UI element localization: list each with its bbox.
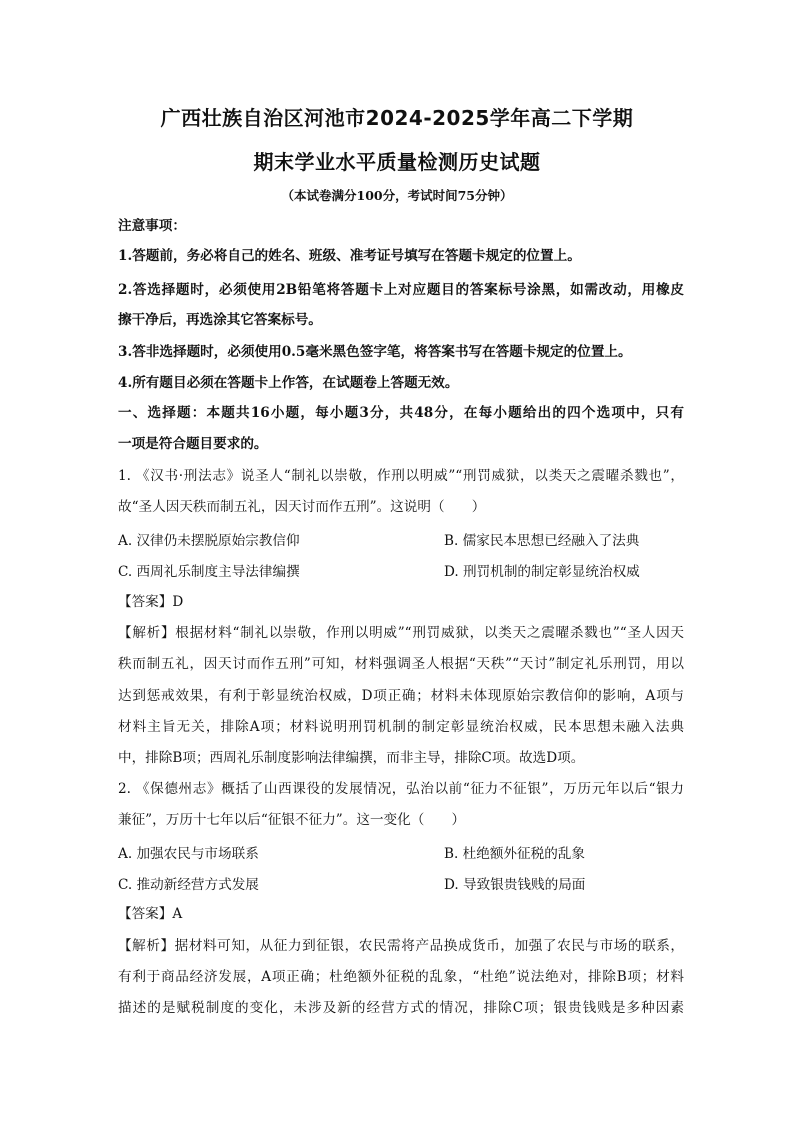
section-heading: 一、选择题：本题共16小题，每小题3分，共48分，在每小题给出的四个选项中，只有 bbox=[118, 405, 684, 421]
q1-analysis-line4: 材料主旨无关，排除A项；材料说明刑罚机制的制定彰显统治权威，民本思想未融入法典 bbox=[118, 719, 684, 735]
q1-option-b: B. 儒家民本思想已经融入了法典 bbox=[444, 533, 640, 549]
q1-stem-line1: 1. 《汉书·刑法志》说圣人“制礼以崇敬，作刑以明威”“刑罚威狱，以类天之震曜杀戮也”， bbox=[118, 468, 684, 484]
notice-heading: 注意事项： bbox=[118, 218, 186, 234]
notice-2: 2.答选择题时，必须使用2B铅笔将答题卡上对应题目的答案标号涂黑，如需改动，用橡皮 bbox=[118, 282, 684, 298]
q2-stem-line1: 2. 《保德州志》概括了山西课役的发展情况，弘治以前“征力不征银”，万历元年以后“银力 bbox=[118, 781, 684, 797]
notice-4: 4.所有题目必须在答题卡上作答，在试题卷上答题无效。 bbox=[118, 375, 459, 391]
exam-subtitle: （本试卷满分100分，考试时间75分钟） bbox=[281, 188, 513, 203]
exam-title-line1: 广西壮族自治区河池市2024-2025学年高二下学期 bbox=[160, 106, 634, 130]
q1-analysis-line5: 中，排除B项；西周礼乐制度影响法律编撰，而非主导，排除C项。故选D项。 bbox=[118, 750, 585, 766]
q2-analysis-line2: 有利于商品经济发展，A项正确；杜绝额外征税的乱象，“杜绝”说法绝对，排除B项；材料 bbox=[118, 969, 684, 985]
q2-analysis-line3: 描述的是赋税制度的变化，未涉及新的经营方式的情况，排除C项；银贵钱贱是多种因素 bbox=[118, 1000, 684, 1016]
q2-option-c: C. 推动新经营方式发展 bbox=[118, 877, 259, 893]
q1-analysis-line1: 【解析】根据材料“制礼以崇敬，作刑以明威”“刑罚威狱，以类天之震曜杀戮也”“圣人因天 bbox=[118, 625, 684, 641]
q1-option-d: D. 刑罚机制的制定彰显统治权威 bbox=[444, 564, 640, 580]
q1-option-a: A. 汉律仍未摆脱原始宗教信仰 bbox=[118, 533, 300, 549]
q1-stem-line2: 故“圣人因天秩而制五礼，因天讨而作五刑”。这说明（ ） bbox=[118, 499, 486, 515]
q2-option-a: A. 加强农民与市场联系 bbox=[118, 846, 259, 862]
q2-option-d: D. 导致银贵钱贱的局面 bbox=[444, 877, 586, 893]
q2-option-b: B. 杜绝额外征税的乱象 bbox=[444, 846, 585, 862]
q1-answer: 【答案】D bbox=[118, 594, 184, 610]
notice-1: 1.答题前，务必将自己的姓名、班级、准考证号填写在答题卡规定的位置上。 bbox=[118, 248, 581, 264]
notice-2-cont: 擦干净后，再选涂其它答案标号。 bbox=[118, 312, 322, 328]
q2-answer: 【答案】A bbox=[118, 906, 183, 922]
notice-3: 3.答非选择题时，必须使用0.5毫米黑色签字笔，将答案书写在答题卡规定的位置上。 bbox=[118, 344, 632, 360]
section-heading-cont: 一项是符合题目要求的。 bbox=[118, 436, 268, 452]
q1-option-c: C. 西周礼乐制度主导法律编撰 bbox=[118, 564, 300, 580]
q1-analysis-line2: 秩而制五礼，因天讨而作五刑”可知，材料强调圣人根据“天秩”“天讨”制定礼乐刑罚，用以 bbox=[118, 656, 684, 672]
q2-analysis-line1: 【解析】据材料可知，从征力到征银，农民需将产品换成货币，加强了农民与市场的联系， bbox=[118, 938, 684, 954]
exam-title-line2: 期末学业水平质量检测历史试题 bbox=[253, 150, 541, 174]
q2-stem-line2: 兼征”，万历十七年以后“征银不征力”。这一变化（ ） bbox=[118, 812, 466, 828]
q1-analysis-line3: 达到惩戒效果，有利于彰显统治权威，D项正确；材料未体现原始宗教信仰的影响，A项与 bbox=[118, 688, 684, 704]
